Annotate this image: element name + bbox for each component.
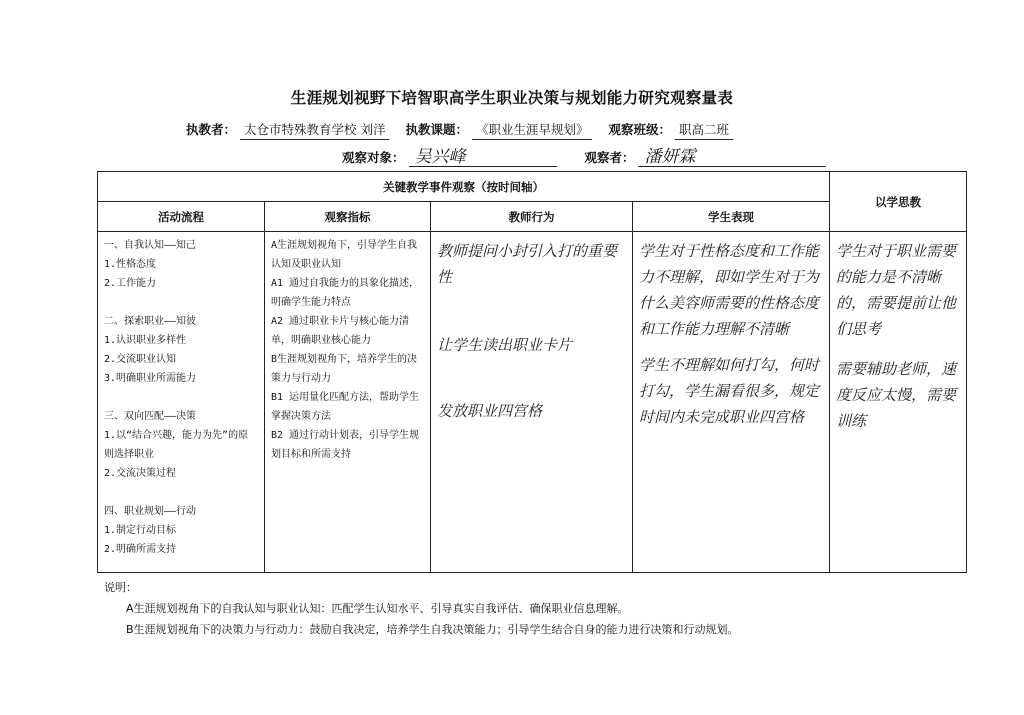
teacher-behavior-cell <box>431 232 633 573</box>
observer-label: 观察者： <box>584 150 635 165</box>
column-header-teacher: 教师行为 <box>431 202 633 232</box>
student-note: 学生不理解如何打勾，何时打勾，学生漏看很多，规定时间内未完成职业四宫格 <box>639 356 820 426</box>
topic-value: 《职业生涯早规划》 <box>472 120 593 140</box>
activity-flow-cell: 一、自我认知——知己 1.性格态度 2.工作能力 二、探索职业——知彼 1.认识职业多样性 2.交流职业认知 3.明确职业所需能力 三、双向匹配——决策 1.以“结合兴趣，能力为先”的原则选择职业 2.交流决策过程 四、职业规划——行动 1.制定行动目标 2.明确所需支持 <box>98 232 265 573</box>
meta-row-2 <box>342 148 826 167</box>
column-header-flow: 活动流程 <box>98 202 265 232</box>
meta-row-1 <box>186 120 745 140</box>
observer-value: 潘妍霖 <box>638 148 826 167</box>
student-performance-cell <box>633 232 830 573</box>
indicators-cell: A生涯规划视角下，引导学生自我认知及职业认知 A1 通过自我能力的具象化描述，明确学生能力特点 A2 通过职业卡片与核心能力清单，明确职业核心能力 B生涯规划视角下，培养学生的决策力与行动力 B1 运用量化匹配方法，帮助学生掌握决策方法 B2 通过行动计划表，引导学生规划目标和所需支持 <box>265 232 431 573</box>
column-header-student: 学生表现 <box>633 202 830 232</box>
class-label: 观察班级： <box>608 122 671 137</box>
teacher-note: 发放职业四宫格 <box>437 402 543 420</box>
teacher-label: 执教者： <box>186 122 237 137</box>
column-header-indicators: 观察指标 <box>265 202 431 232</box>
class-value: 职高二班 <box>675 120 733 140</box>
reflection-header: 以学思教 <box>830 172 967 232</box>
note-a: A生涯规划视角下的自我认知与职业认知：匹配学生认知水平、引导真实自我评估、确保职业信息理解。 <box>126 602 629 615</box>
notes-label: 说明： <box>104 581 137 594</box>
observation-table <box>97 171 967 573</box>
topic-label: 执教课题： <box>405 122 468 137</box>
teacher-note: 让学生读出职业卡片 <box>437 336 573 354</box>
reflection-note: 需要辅助老师，速度反应太慢，需要训练 <box>836 360 957 430</box>
teacher-note: 教师提问小封引入打的重要性 <box>437 242 618 286</box>
subject-label: 观察对象： <box>342 150 405 165</box>
teacher-value: 太仓市特殊教育学校 刘洋 <box>240 120 389 140</box>
note-b: B生涯规划视角下的决策力与行动力：鼓励自我决定，培养学生自我决策能力；引导学生结合自身的能力进行决策和行动规划。 <box>126 623 739 636</box>
subject-value: 吴兴峰 <box>409 148 557 167</box>
page-title: 生涯规划视野下培智职高学生职业决策与规划能力研究观察量表 <box>290 89 734 107</box>
student-note: 学生对于性格态度和工作能力不理解，即如学生对于为什么美容师需要的性格态度和工作能力理解不清晰 <box>639 242 820 338</box>
reflection-cell <box>830 232 967 573</box>
key-events-header: 关键教学事件观察（按时间轴） <box>98 172 830 202</box>
notes <box>104 577 739 640</box>
reflection-note: 学生对于职业需要的能力是不清晰的，需要提前让他们思考 <box>836 242 957 338</box>
